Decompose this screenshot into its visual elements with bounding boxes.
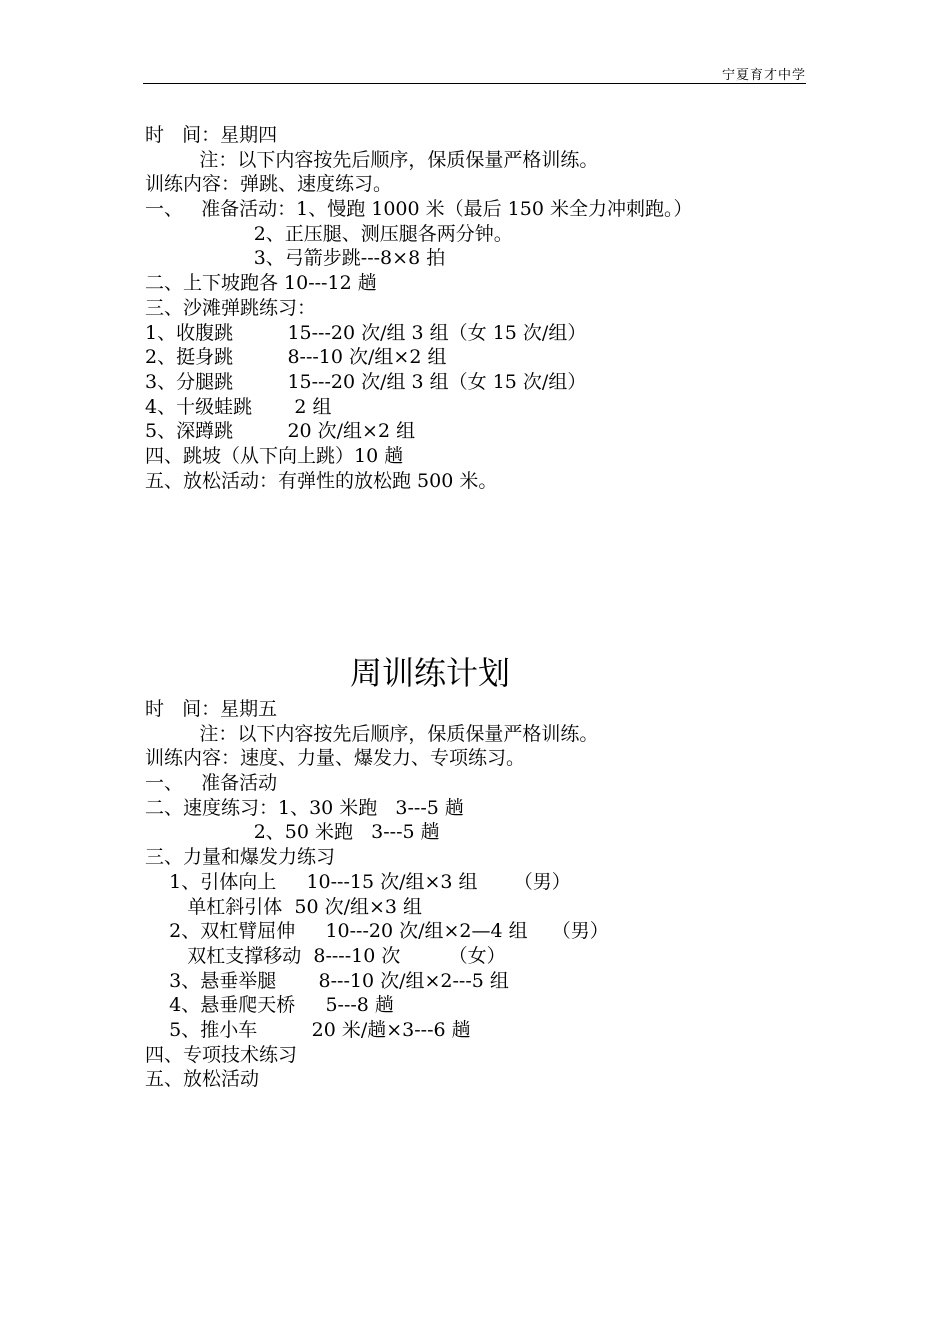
- header-school-name: 宁夏育才中学: [721, 68, 806, 83]
- friday-plan: [145, 697, 806, 1092]
- plan-line: 三、力量和爆发力练习: [145, 846, 336, 869]
- plan-line: 注：以下内容按先后顺序，保质保量严格训练。: [145, 148, 599, 171]
- plan-line: 2、50 米跑 3---5 趟: [145, 821, 440, 844]
- plan-line: 3、分腿跳 15---20 次/组 3 组（女 15 次/组）: [145, 370, 587, 393]
- plan-line: 2、双杠臂屈伸 10---20 次/组×2—4 组 （男）: [145, 920, 609, 943]
- plan-line: 训练内容：速度、力量、爆发力、专项练习。: [145, 747, 526, 770]
- plan-line: 2、挺身跳 8---10 次/组×2 组: [145, 346, 447, 369]
- plan-line: 5、推小车 20 米/趟×3---6 趟: [145, 1018, 471, 1041]
- plan-line: 一、 准备活动: [145, 772, 278, 795]
- plan-line: 四、专项技术练习: [145, 1043, 298, 1066]
- plan-line: 三、沙滩弹跳练习：: [145, 296, 317, 319]
- thursday-plan: [145, 123, 806, 493]
- plan-line: 五、放松活动：有弹性的放松跑 500 米。: [145, 469, 498, 492]
- plan-line: 二、上下坡跑各 10---12 趟: [145, 272, 377, 295]
- plan-line: 时 间：星期四: [145, 124, 278, 146]
- plan-line: 4、十级蛙跳 2 组: [145, 395, 332, 418]
- plan-line: 时 间：星期五: [145, 698, 278, 720]
- plan-line: 单杠斜引体 50 次/组×3 组: [145, 895, 423, 918]
- plan-line: 一、 准备活动：1、慢跑 1000 米（最后 150 米全力冲刺跑。）: [145, 198, 693, 221]
- plan-line: 3、悬垂举腿 8---10 次/组×2---5 组: [145, 969, 509, 992]
- plan-line: 二、速度练习：1、30 米跑 3---5 趟: [145, 796, 464, 819]
- plan-line: 双杠支撑移动 8----10 次 （女）: [145, 944, 506, 967]
- plan-line: 5、深蹲跳 20 次/组×2 组: [145, 420, 416, 443]
- header-divider: [143, 83, 806, 84]
- plan-line: 1、收腹跳 15---20 次/组 3 组（女 15 次/组）: [145, 321, 587, 344]
- plan-line: 五、放松活动: [145, 1068, 260, 1091]
- plan-line: 2、正压腿、测压腿各两分钟。: [145, 222, 513, 245]
- plan-line: 1、引体向上 10---15 次/组×3 组 （男）: [145, 870, 571, 893]
- plan-line: 4、悬垂爬天桥 5---8 趟: [145, 994, 394, 1017]
- plan-line: 训练内容：弹跳、速度练习。: [145, 173, 393, 196]
- plan-line: 3、弓箭步跳---8×8 拍: [145, 247, 446, 270]
- plan-line: 四、跳坡（从下向上跳）10 趟: [145, 444, 404, 467]
- plan-line: 注：以下内容按先后顺序，保质保量严格训练。: [145, 722, 599, 745]
- page-title: 周训练计划: [349, 654, 510, 692]
